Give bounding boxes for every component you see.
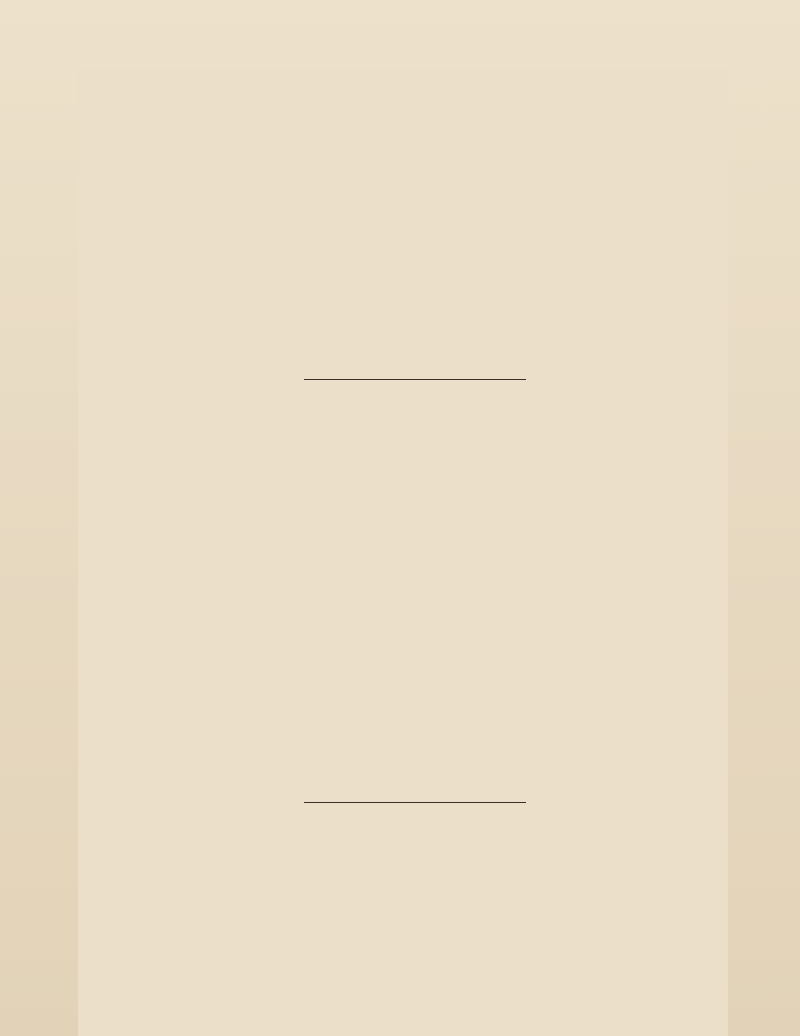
laurel-border-top (40, 36, 760, 66)
laurel-border-right (738, 36, 772, 1036)
laurel-border-left (34, 36, 68, 1036)
card-panel (78, 70, 728, 1036)
divider-rule (304, 379, 526, 380)
divider-rule (304, 802, 526, 803)
